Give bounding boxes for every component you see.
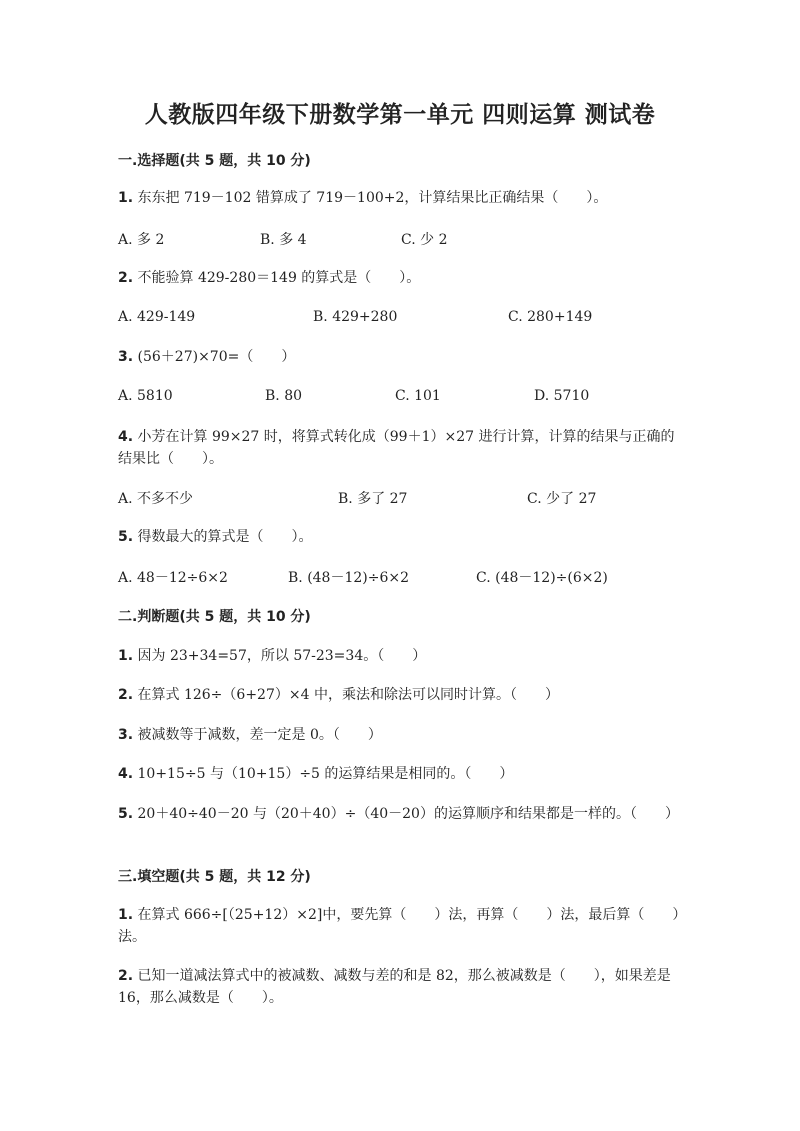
question-2-3: [118, 724, 684, 746]
question-text: 得数最大的算式是（ ）。: [137, 529, 313, 545]
option-b: B. 多了 27: [338, 491, 408, 507]
question-number: 3.: [118, 349, 134, 365]
option-a: A. 429-149: [118, 309, 196, 325]
options-1-3: [118, 388, 684, 410]
option-c: C. 少了 27: [527, 491, 597, 507]
option-b: B. 80: [265, 388, 303, 404]
question-number: 5.: [118, 529, 134, 545]
question-text: 不能验算 429-280＝149 的算式是（ ）。: [137, 270, 421, 286]
question-2-4: [118, 763, 684, 785]
option-a: A. 5810: [118, 388, 173, 404]
question-text: 20＋40÷40－20 与（20＋40）÷（40－20）的运算顺序和结果都是一样的。（ ）: [137, 806, 679, 822]
question-number: 4.: [118, 429, 134, 445]
option-c: C. 101: [395, 388, 441, 404]
options-1-1: [118, 229, 684, 251]
option-a: A. 不多不少: [118, 491, 194, 507]
question-text: 东东把 719－102 错算成了 719－100+2，计算结果比正确结果（ ）。: [137, 190, 608, 206]
option-b: B. (48－12)÷6×2: [288, 570, 410, 586]
question-text: 10+15÷5 与（10+15）÷5 的运算结果是相同的。（ ）: [137, 766, 514, 782]
question-number: 5.: [118, 806, 134, 822]
question-2-1: [118, 645, 684, 667]
question-number: 2.: [118, 270, 134, 286]
section-heading-true-false: 二.判断题(共 5 题，共 10 分): [118, 609, 311, 625]
question-1-5: [118, 526, 684, 548]
question-number: 2.: [118, 968, 134, 984]
question-3-2: [118, 965, 684, 1009]
question-1-4: [118, 426, 684, 470]
question-3-1: [118, 904, 684, 948]
question-2-5: [118, 803, 684, 825]
option-d: D. 5710: [534, 388, 590, 404]
options-1-5: [118, 567, 684, 589]
section-heading-multiple-choice: 一.选择题(共 5 题，共 10 分): [118, 153, 311, 169]
page-title: 人教版四年级下册数学第一单元 四则运算 测试卷: [144, 102, 656, 128]
option-a: A. 多 2: [118, 232, 165, 248]
question-number: 1.: [118, 907, 134, 923]
question-text: 已知一道减法算式中的被减数、减数与差的和是 82，那么被减数是（ ），如果差是 16，那么减数是（ ）。: [118, 968, 671, 1006]
question-text: 因为 23+34=57，所以 57-23=34。（ ）: [137, 648, 427, 664]
question-text: (56＋27)×70=（ ）: [137, 349, 296, 365]
option-a: A. 48－12÷6×2: [118, 570, 228, 586]
question-number: 1.: [118, 190, 134, 206]
option-c: C. 少 2: [401, 232, 448, 248]
question-text: 被减数等于减数，差一定是 0。（ ）: [137, 727, 382, 743]
option-c: C. (48－12)÷(6×2): [476, 570, 608, 586]
option-b: B. 多 4: [260, 232, 307, 248]
question-number: 1.: [118, 648, 134, 664]
option-c: C. 280+149: [508, 309, 593, 325]
question-1-2: [118, 267, 684, 289]
question-number: 4.: [118, 766, 134, 782]
option-b: B. 429+280: [313, 309, 398, 325]
question-2-2: [118, 684, 684, 706]
question-number: 3.: [118, 727, 134, 743]
question-text: 在算式 666÷[（25+12）×2]中，要先算（ ）法，再算（ ）法，最后算（ ）法。: [118, 907, 680, 945]
options-1-4: [118, 488, 684, 510]
question-1-3: [118, 346, 684, 368]
question-text: 在算式 126÷（6+27）×4 中，乘法和除法可以同时计算。（ ）: [137, 687, 559, 703]
question-1-1: [118, 187, 684, 209]
question-text: 小芳在计算 99×27 时，将算式转化成（99＋1）×27 进行计算，计算的结果与正确的结果比（ ）。: [118, 429, 675, 467]
options-1-2: [118, 309, 684, 331]
question-number: 2.: [118, 687, 134, 703]
section-heading-fill-blank: 三.填空题(共 5 题，共 12 分): [118, 869, 311, 885]
